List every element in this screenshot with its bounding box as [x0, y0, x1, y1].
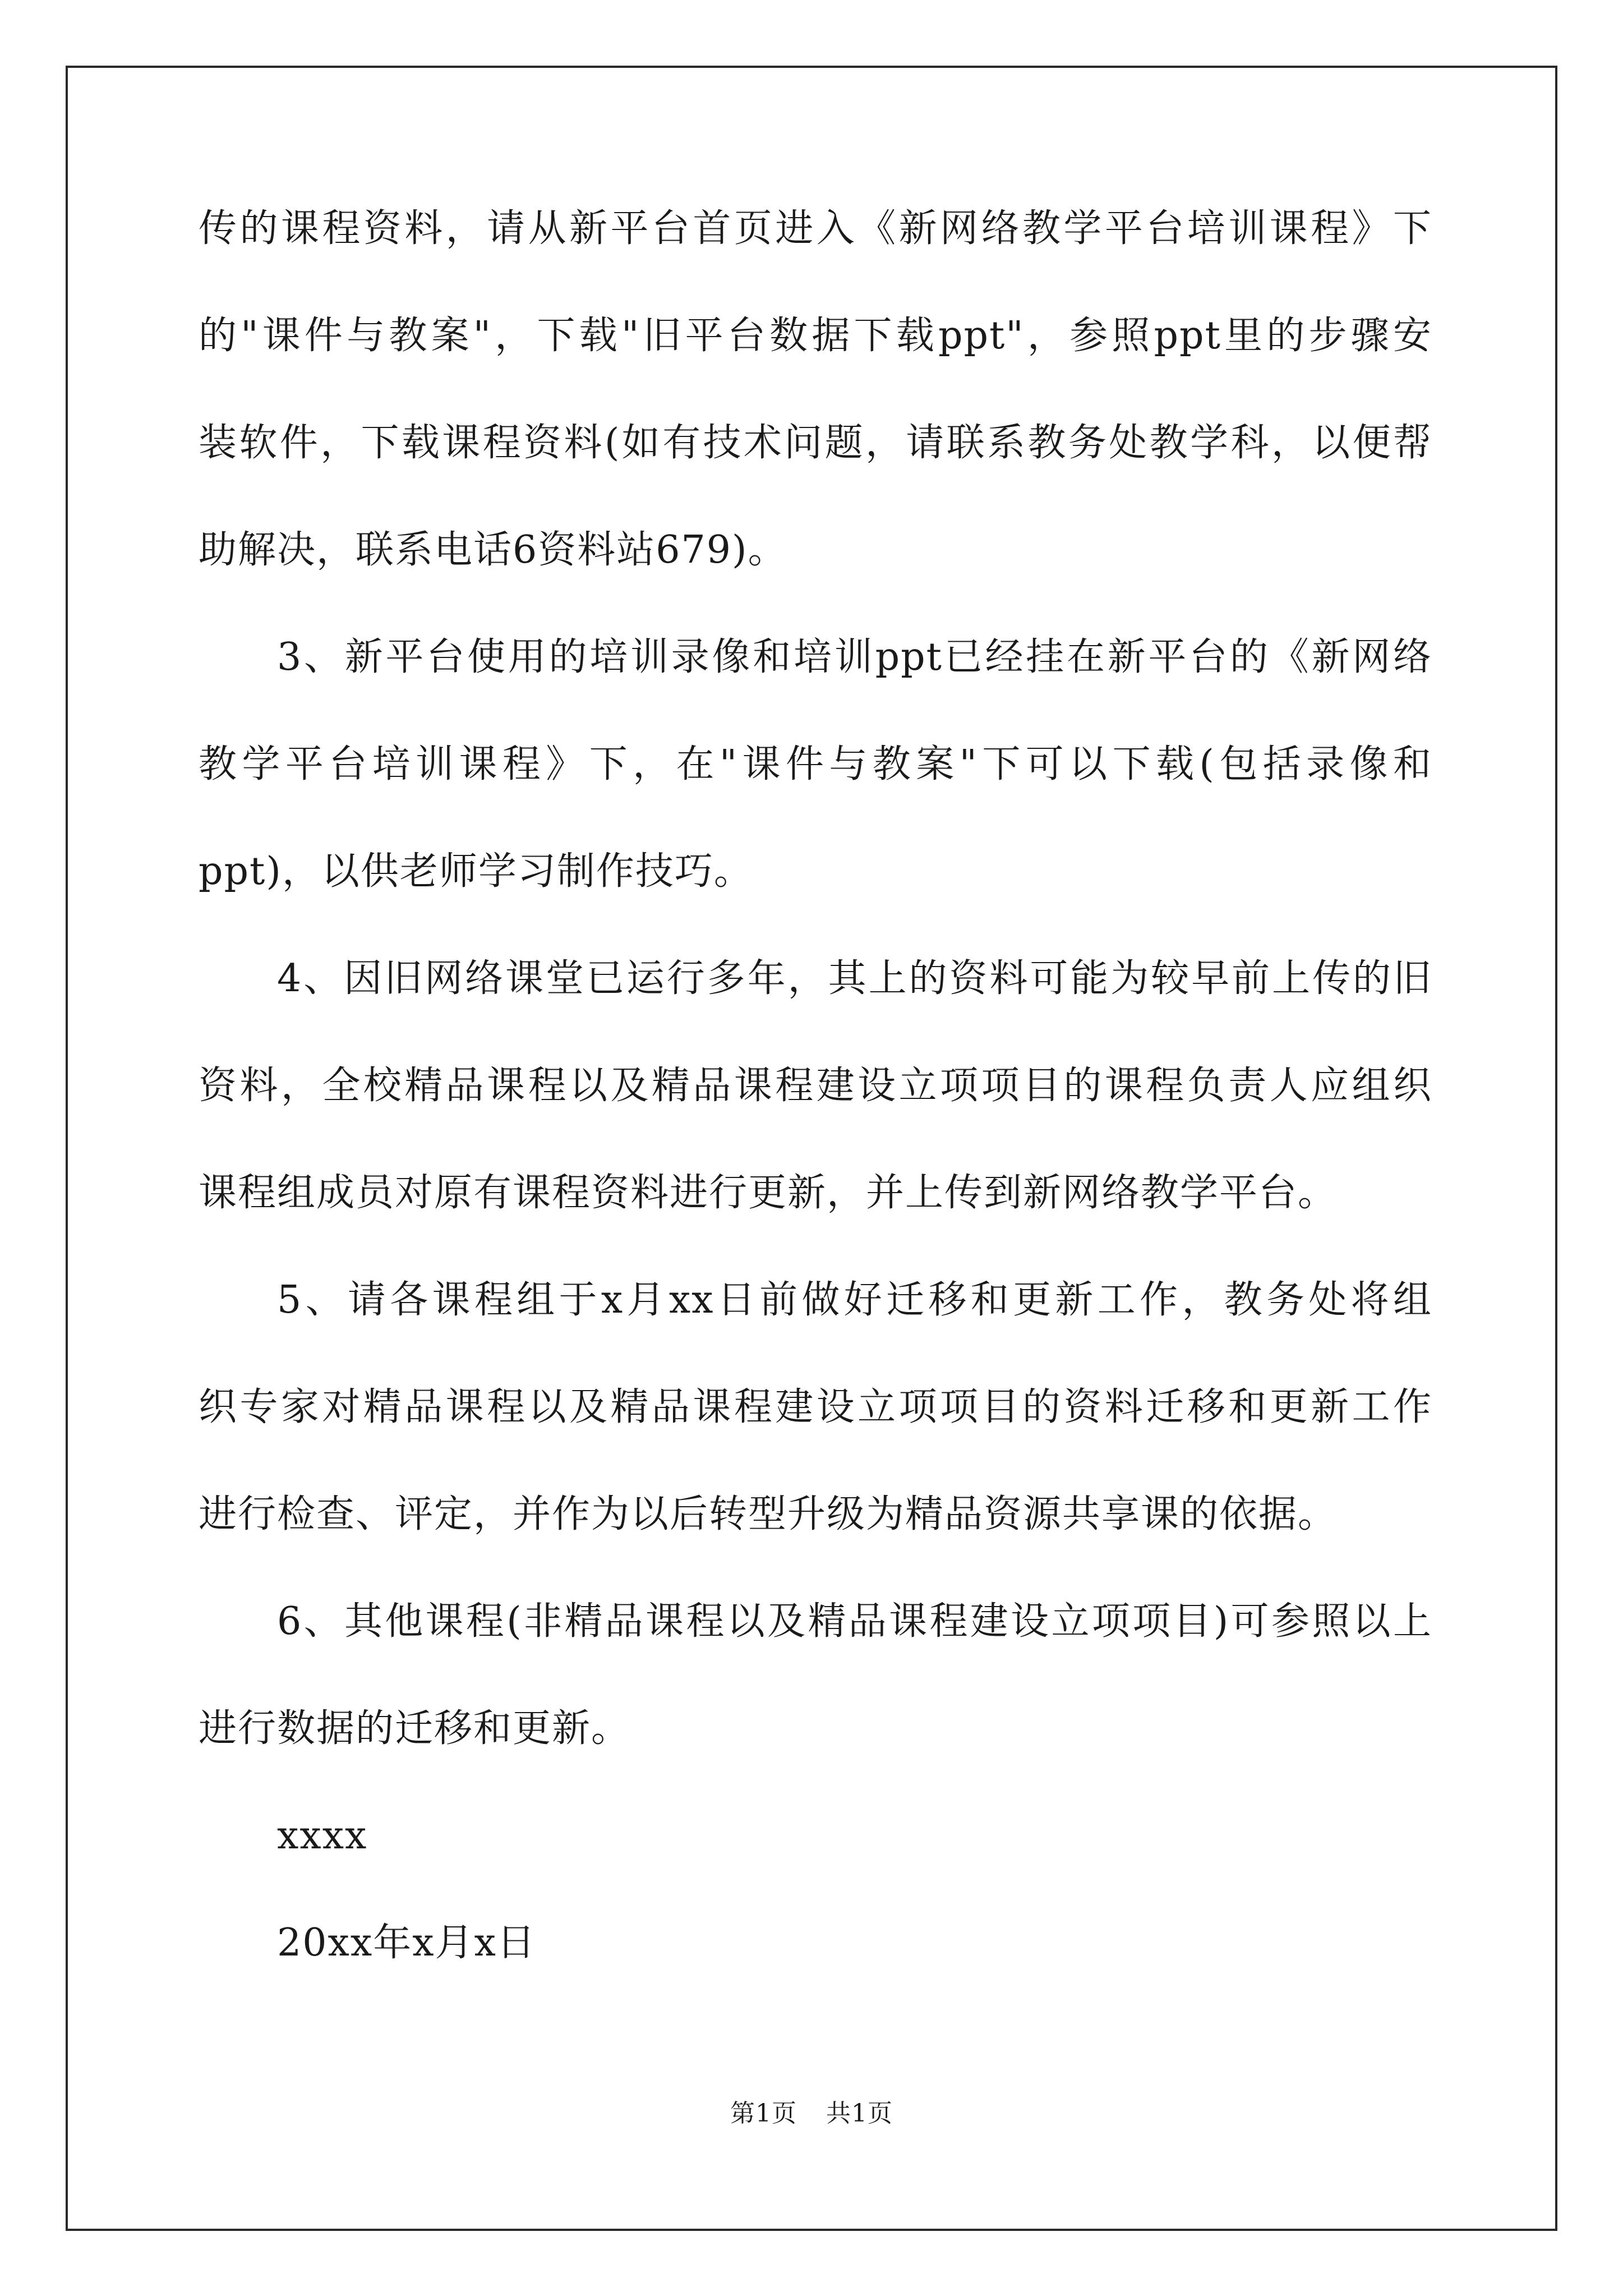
body-line: 织专家对精品课程以及精品课程建设立项项目的资料迁移和更新工作 — [199, 1385, 1432, 1429]
paragraph-3-line: 3、新平台使用的培训录像和培训ppt已经挂在新平台的《新网络 — [277, 635, 1432, 679]
paragraph-4-line: 4、因旧网络课堂已运行多年，其上的资料可能为较早前上传的旧 — [277, 956, 1432, 1001]
body-line: 进行数据的迁移和更新。 — [199, 1706, 631, 1751]
body-line: 教学平台培训课程》下，在"课件与教案"下可以下载(包括录像和 — [199, 742, 1432, 786]
body-line: 资料，全校精品课程以及精品课程建设立项项目的课程负责人应组织 — [199, 1064, 1432, 1108]
body-line: ppt)，以供老师学习制作技巧。 — [199, 849, 753, 894]
body-line: 传的课程资料，请从新平台首页进入《新网络教学平台培训课程》下 — [199, 206, 1432, 251]
signature-name: xxxx — [277, 1814, 368, 1858]
document-body — [199, 202, 1432, 2023]
paragraph-6-line: 6、其他课程(非精品课程以及精品课程建设立项项目)可参照以上 — [277, 1599, 1432, 1644]
page-total: 共1页 — [826, 2099, 893, 2128]
body-line: 助解决，联系电话6资料站679)。 — [199, 528, 787, 572]
signature-date: 20xx年x月x日 — [277, 1921, 536, 1965]
body-line: 的"课件与教案"，下载"旧平台数据下载ppt"，参照ppt里的步骤安 — [199, 314, 1432, 358]
body-line: 装软件，下载课程资料(如有技术问题，请联系教务处教学科，以便帮 — [199, 421, 1432, 465]
body-line: 课程组成员对原有课程资料进行更新，并上传到新网络教学平台。 — [199, 1171, 1338, 1215]
paragraph-5-line: 5、请各课程组于x月xx日前做好迁移和更新工作，教务处将组 — [277, 1278, 1432, 1322]
page-number: 第1页 — [730, 2099, 797, 2128]
body-line: 进行检查、评定，并作为以后转型升级为精品资源共享课的依据。 — [199, 1492, 1338, 1536]
page-footer — [0, 2097, 1623, 2131]
